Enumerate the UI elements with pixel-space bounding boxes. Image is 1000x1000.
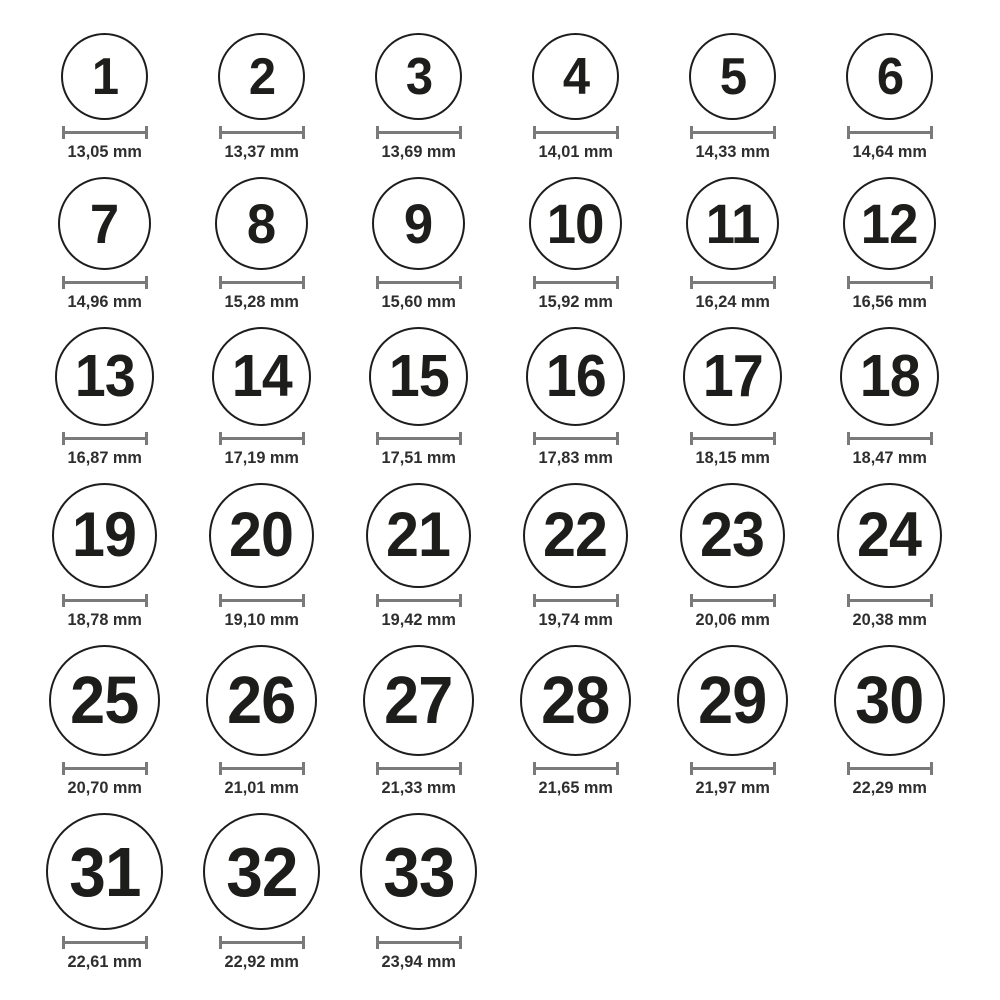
- measure-bar: [847, 131, 933, 134]
- measure-tick-right: [459, 594, 462, 607]
- ring-size-cell: [811, 483, 968, 630]
- measure-bar: [376, 437, 462, 440]
- ring-size-circle: [680, 483, 785, 588]
- measure-tick-right: [145, 126, 148, 139]
- measure-tick-left: [62, 276, 65, 289]
- measure-tick-right: [459, 762, 462, 775]
- diameter-label: 14,64 mm: [852, 142, 927, 161]
- ring-size-cell: [26, 327, 183, 468]
- diameter-measure-line: [219, 762, 305, 775]
- measure-tick-left: [376, 432, 379, 445]
- diameter-measure-line: [690, 762, 776, 775]
- measure-tick-right: [773, 126, 776, 139]
- measure-bar: [62, 281, 148, 284]
- measure-tick-right: [459, 276, 462, 289]
- ring-size-row: [26, 33, 1000, 162]
- ring-size-circle: [526, 327, 625, 426]
- measure-bar: [690, 767, 776, 770]
- ring-size-number: 26: [227, 663, 296, 738]
- measure-bar: [219, 599, 305, 602]
- measure-tick-left: [847, 594, 850, 607]
- measure-tick-right: [459, 126, 462, 139]
- diameter-label: 13,69 mm: [381, 142, 456, 161]
- ring-size-number: 28: [541, 663, 610, 738]
- measure-tick-left: [219, 936, 222, 949]
- diameter-label: 15,28 mm: [224, 292, 299, 311]
- ring-size-cell: [497, 645, 654, 798]
- ring-size-cell: [811, 33, 968, 162]
- measure-tick-left: [62, 126, 65, 139]
- measure-tick-right: [773, 276, 776, 289]
- diameter-measure-line: [62, 126, 148, 139]
- measure-bar: [219, 281, 305, 284]
- ring-size-cell: [497, 33, 654, 162]
- ring-size-number: 9: [404, 191, 433, 255]
- diameter-measure-line: [690, 276, 776, 289]
- measure-tick-left: [533, 126, 536, 139]
- measure-tick-left: [62, 432, 65, 445]
- measure-tick-left: [533, 276, 536, 289]
- measure-bar: [62, 599, 148, 602]
- measure-bar: [219, 131, 305, 134]
- ring-size-cell: [26, 177, 183, 312]
- diameter-measure-line: [219, 276, 305, 289]
- ring-size-number: 2: [248, 47, 275, 106]
- ring-size-row: [26, 483, 1000, 630]
- ring-size-number: 6: [876, 47, 903, 106]
- ring-size-circle: [520, 645, 631, 756]
- measure-bar: [376, 599, 462, 602]
- measure-bar: [219, 437, 305, 440]
- ring-size-number: 16: [545, 343, 606, 409]
- ring-size-cell: [811, 177, 968, 312]
- ring-size-circle: [61, 33, 148, 120]
- diameter-label: 15,92 mm: [538, 292, 613, 311]
- ring-size-cell: [183, 483, 340, 630]
- measure-tick-right: [145, 762, 148, 775]
- measure-tick-left: [690, 432, 693, 445]
- ring-size-cell: [340, 177, 497, 312]
- measure-tick-left: [62, 594, 65, 607]
- measure-tick-right: [145, 432, 148, 445]
- ring-size-cell: [811, 645, 968, 798]
- diameter-label: 22,92 mm: [224, 952, 299, 971]
- ring-size-number: 12: [861, 191, 918, 255]
- ring-size-number: 27: [384, 663, 453, 738]
- measure-tick-right: [302, 126, 305, 139]
- ring-size-circle: [363, 645, 474, 756]
- ring-size-cell: [340, 645, 497, 798]
- ring-size-circle: [55, 327, 154, 426]
- diameter-label: 16,24 mm: [695, 292, 770, 311]
- diameter-label: 17,19 mm: [224, 448, 299, 467]
- measure-tick-right: [773, 594, 776, 607]
- measure-tick-right: [616, 276, 619, 289]
- ring-size-cell: [654, 483, 811, 630]
- measure-tick-right: [302, 276, 305, 289]
- diameter-measure-line: [62, 594, 148, 607]
- ring-size-row: [26, 177, 1000, 312]
- measure-tick-left: [690, 762, 693, 775]
- ring-size-row: [26, 327, 1000, 468]
- ring-size-cell: [183, 33, 340, 162]
- diameter-measure-line: [690, 432, 776, 445]
- diameter-measure-line: [376, 762, 462, 775]
- ring-size-circle: [523, 483, 628, 588]
- measure-tick-left: [219, 276, 222, 289]
- ring-size-row: [26, 813, 1000, 972]
- ring-size-number: 14: [231, 343, 292, 409]
- ring-size-number: 18: [859, 343, 920, 409]
- diameter-measure-line: [533, 432, 619, 445]
- ring-size-cell: [654, 645, 811, 798]
- ring-size-circle: [369, 327, 468, 426]
- ring-size-circle: [846, 33, 933, 120]
- diameter-measure-line: [533, 276, 619, 289]
- ring-size-circle: [529, 177, 622, 270]
- ring-size-circle: [366, 483, 471, 588]
- ring-size-circle: [372, 177, 465, 270]
- measure-tick-left: [690, 594, 693, 607]
- ring-size-circle: [834, 645, 945, 756]
- ring-size-circle: [203, 813, 320, 930]
- diameter-measure-line: [690, 126, 776, 139]
- ring-size-number: 21: [386, 500, 451, 570]
- ring-size-circle: [677, 645, 788, 756]
- diameter-measure-line: [376, 276, 462, 289]
- measure-tick-left: [376, 276, 379, 289]
- measure-tick-left: [690, 126, 693, 139]
- diameter-measure-line: [219, 432, 305, 445]
- diameter-label: 18,15 mm: [695, 448, 770, 467]
- diameter-label: 18,47 mm: [852, 448, 927, 467]
- ring-size-cell: [340, 327, 497, 468]
- measure-tick-right: [930, 594, 933, 607]
- ring-size-cell: [340, 483, 497, 630]
- ring-size-number: 1: [91, 47, 118, 106]
- measure-tick-left: [62, 936, 65, 949]
- diameter-measure-line: [847, 594, 933, 607]
- ring-size-circle: [206, 645, 317, 756]
- diameter-label: 16,56 mm: [852, 292, 927, 311]
- ring-size-cell: [340, 813, 497, 972]
- diameter-label: 16,87 mm: [67, 448, 142, 467]
- measure-tick-left: [847, 432, 850, 445]
- measure-bar: [690, 281, 776, 284]
- measure-tick-right: [302, 432, 305, 445]
- ring-size-cell: [654, 33, 811, 162]
- ring-size-number: 5: [719, 47, 746, 106]
- diameter-measure-line: [376, 432, 462, 445]
- measure-tick-right: [459, 936, 462, 949]
- diameter-label: 15,60 mm: [381, 292, 456, 311]
- measure-tick-left: [533, 762, 536, 775]
- measure-tick-right: [302, 762, 305, 775]
- measure-tick-right: [930, 126, 933, 139]
- diameter-measure-line: [376, 594, 462, 607]
- measure-bar: [376, 941, 462, 944]
- ring-size-cell: [340, 33, 497, 162]
- measure-tick-right: [459, 432, 462, 445]
- measure-bar: [62, 131, 148, 134]
- measure-bar: [376, 767, 462, 770]
- diameter-label: 22,29 mm: [852, 778, 927, 797]
- diameter-measure-line: [533, 126, 619, 139]
- diameter-measure-line: [847, 432, 933, 445]
- diameter-label: 20,38 mm: [852, 610, 927, 629]
- ring-size-circle: [840, 327, 939, 426]
- ring-size-circle: [52, 483, 157, 588]
- measure-bar: [533, 437, 619, 440]
- ring-size-number: 33: [382, 832, 455, 911]
- measure-tick-right: [145, 594, 148, 607]
- ring-size-circle: [209, 483, 314, 588]
- diameter-label: 17,83 mm: [538, 448, 613, 467]
- diameter-measure-line: [62, 432, 148, 445]
- ring-size-cell: [183, 177, 340, 312]
- ring-size-cell: [26, 645, 183, 798]
- diameter-label: 20,70 mm: [67, 778, 142, 797]
- diameter-label: 19,10 mm: [224, 610, 299, 629]
- measure-bar: [847, 599, 933, 602]
- measure-bar: [62, 767, 148, 770]
- measure-bar: [533, 281, 619, 284]
- measure-bar: [690, 599, 776, 602]
- ring-size-circle: [837, 483, 942, 588]
- ring-size-number: 24: [857, 500, 922, 570]
- ring-size-number: 32: [225, 832, 298, 911]
- measure-tick-right: [302, 594, 305, 607]
- diameter-label: 17,51 mm: [381, 448, 456, 467]
- measure-tick-right: [616, 594, 619, 607]
- diameter-label: 21,97 mm: [695, 778, 770, 797]
- measure-bar: [847, 767, 933, 770]
- diameter-label: 19,42 mm: [381, 610, 456, 629]
- ring-size-circle: [689, 33, 776, 120]
- ring-size-cell: [26, 483, 183, 630]
- diameter-measure-line: [219, 126, 305, 139]
- measure-tick-left: [219, 594, 222, 607]
- measure-tick-left: [847, 762, 850, 775]
- ring-size-number: 19: [72, 500, 137, 570]
- ring-size-cell: [183, 327, 340, 468]
- measure-tick-right: [930, 762, 933, 775]
- diameter-label: 19,74 mm: [538, 610, 613, 629]
- measure-tick-right: [616, 432, 619, 445]
- diameter-measure-line: [376, 936, 462, 949]
- ring-size-circle: [212, 327, 311, 426]
- ring-size-number: 20: [229, 500, 294, 570]
- measure-bar: [376, 281, 462, 284]
- ring-size-number: 30: [855, 663, 924, 738]
- measure-bar: [62, 437, 148, 440]
- measure-tick-left: [847, 276, 850, 289]
- ring-size-number: 31: [68, 832, 141, 911]
- ring-size-circle: [46, 813, 163, 930]
- measure-bar: [219, 941, 305, 944]
- ring-size-number: 23: [700, 500, 765, 570]
- measure-tick-left: [533, 594, 536, 607]
- ring-size-row: [26, 645, 1000, 798]
- diameter-measure-line: [533, 762, 619, 775]
- ring-size-circle: [843, 177, 936, 270]
- ring-size-cell: [497, 483, 654, 630]
- measure-tick-left: [219, 126, 222, 139]
- measure-bar: [533, 767, 619, 770]
- measure-tick-left: [219, 762, 222, 775]
- measure-tick-left: [533, 432, 536, 445]
- diameter-measure-line: [219, 594, 305, 607]
- measure-tick-left: [690, 276, 693, 289]
- measure-tick-right: [145, 936, 148, 949]
- ring-size-circle: [686, 177, 779, 270]
- measure-tick-right: [773, 762, 776, 775]
- diameter-label: 14,33 mm: [695, 142, 770, 161]
- measure-tick-left: [847, 126, 850, 139]
- measure-tick-right: [616, 126, 619, 139]
- ring-size-circle: [215, 177, 308, 270]
- ring-size-number: 4: [562, 47, 589, 106]
- ring-size-cell: [654, 327, 811, 468]
- measure-bar: [533, 131, 619, 134]
- measure-tick-right: [930, 432, 933, 445]
- diameter-label: 13,05 mm: [67, 142, 142, 161]
- ring-size-number: 17: [702, 343, 763, 409]
- ring-size-cell: [26, 813, 183, 972]
- ring-size-cell: [497, 327, 654, 468]
- diameter-measure-line: [847, 126, 933, 139]
- diameter-measure-line: [533, 594, 619, 607]
- ring-size-circle: [218, 33, 305, 120]
- measure-bar: [690, 437, 776, 440]
- ring-size-circle: [360, 813, 477, 930]
- ring-size-cell: [811, 327, 968, 468]
- diameter-measure-line: [847, 276, 933, 289]
- diameter-label: 21,33 mm: [381, 778, 456, 797]
- diameter-measure-line: [219, 936, 305, 949]
- diameter-label: 14,96 mm: [67, 292, 142, 311]
- ring-size-number: 13: [74, 343, 135, 409]
- measure-tick-right: [773, 432, 776, 445]
- diameter-label: 18,78 mm: [67, 610, 142, 629]
- ring-size-number: 11: [705, 191, 760, 255]
- measure-tick-left: [376, 126, 379, 139]
- diameter-label: 21,01 mm: [224, 778, 299, 797]
- diameter-label: 20,06 mm: [695, 610, 770, 629]
- ring-size-cell: [654, 177, 811, 312]
- ring-size-number: 29: [698, 663, 767, 738]
- measure-bar: [847, 281, 933, 284]
- ring-size-cell: [26, 33, 183, 162]
- diameter-measure-line: [690, 594, 776, 607]
- measure-tick-left: [376, 936, 379, 949]
- measure-bar: [690, 131, 776, 134]
- measure-tick-left: [62, 762, 65, 775]
- ring-size-circle: [532, 33, 619, 120]
- ring-size-cell: [497, 177, 654, 312]
- measure-bar: [533, 599, 619, 602]
- ring-size-circle: [58, 177, 151, 270]
- measure-bar: [219, 767, 305, 770]
- ring-size-circle: [49, 645, 160, 756]
- ring-size-number: 15: [388, 343, 449, 409]
- diameter-label: 13,37 mm: [224, 142, 299, 161]
- ring-size-cell: [183, 645, 340, 798]
- measure-tick-left: [219, 432, 222, 445]
- ring-size-number: 10: [547, 191, 604, 255]
- measure-tick-right: [302, 936, 305, 949]
- diameter-measure-line: [847, 762, 933, 775]
- ring-size-cell: [183, 813, 340, 972]
- ring-size-number: 25: [70, 663, 139, 738]
- measure-tick-right: [930, 276, 933, 289]
- ring-size-number: 7: [90, 191, 119, 255]
- measure-bar: [62, 941, 148, 944]
- diameter-measure-line: [62, 936, 148, 949]
- measure-tick-left: [376, 594, 379, 607]
- measure-bar: [376, 131, 462, 134]
- measure-bar: [847, 437, 933, 440]
- measure-tick-right: [145, 276, 148, 289]
- diameter-label: 14,01 mm: [538, 142, 613, 161]
- ring-size-circle: [683, 327, 782, 426]
- ring-size-number: 22: [543, 500, 608, 570]
- diameter-label: 23,94 mm: [381, 952, 456, 971]
- diameter-measure-line: [62, 276, 148, 289]
- diameter-measure-line: [62, 762, 148, 775]
- ring-size-number: 3: [405, 47, 432, 106]
- diameter-measure-line: [376, 126, 462, 139]
- ring-size-circle: [375, 33, 462, 120]
- measure-tick-left: [376, 762, 379, 775]
- ring-size-number: 8: [247, 191, 276, 255]
- diameter-label: 22,61 mm: [67, 952, 142, 971]
- measure-tick-right: [616, 762, 619, 775]
- diameter-label: 21,65 mm: [538, 778, 613, 797]
